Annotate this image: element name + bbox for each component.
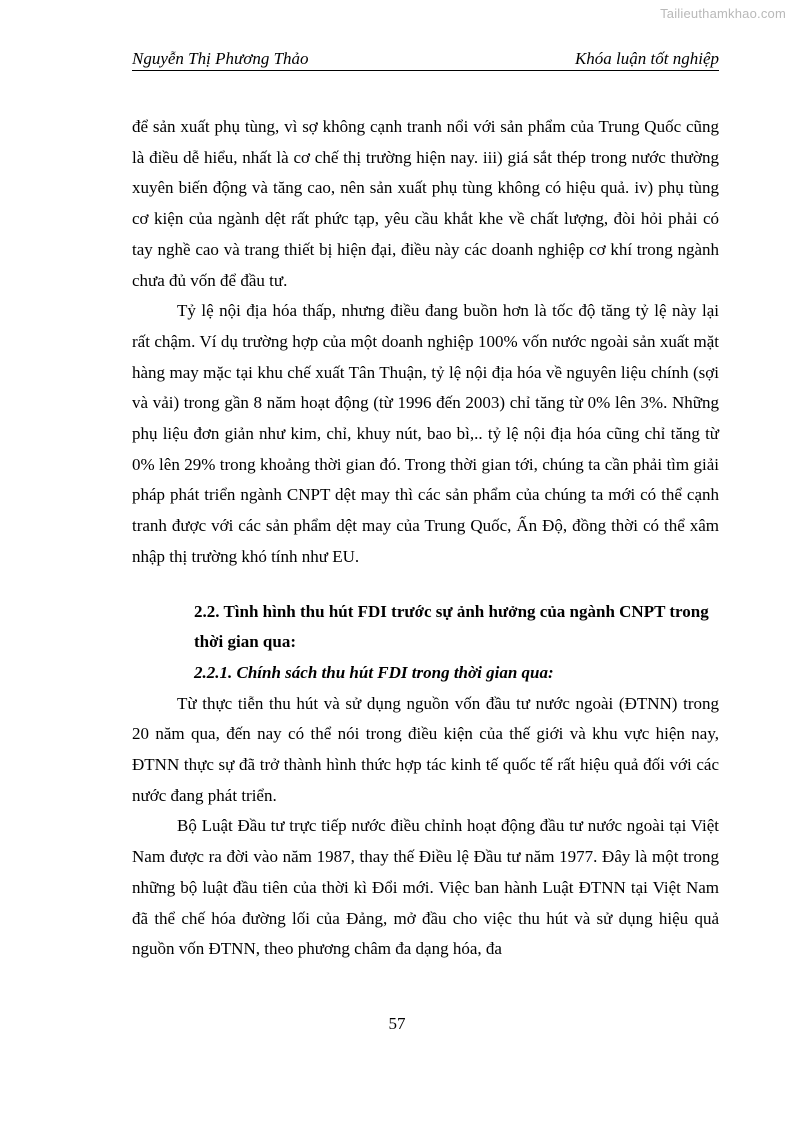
section-gap [132, 573, 719, 597]
section-heading: 2.2. Tình hình thu hút FDI trước sự ảnh hưởng của ngành CNPT trong thời gian qua: [194, 601, 709, 652]
page-header [132, 48, 719, 71]
watermark: Tailieuthamkhao.com [660, 6, 786, 21]
paragraph-continuation: để sản xuất phụ tùng, vì sợ không cạnh tranh nổi với sản phẩm của Trung Quốc cũng là điều dễ hiểu, nhất là cơ chế thị trường hiện nay. iii) giá sắt thép trong nước thường xuyên biến động và tăng cao, nên sản xuất phụ tùng không có hiệu quả. iv) phụ tùng cơ kiện của ngành dệt rất phức tạp, yêu cầu khắt khe về chất lượng, đòi hỏi phải có tay nghề cao và trang thiết bị hiện đại, điều này các doanh nghiệp cơ khí trong ngành chưa đủ vốn để đầu tư. [132, 117, 719, 290]
paragraph-investment-law: Bộ Luật Đầu tư trực tiếp nước điều chỉnh hoạt động đầu tư nước ngoài tại Việt Nam được ra đời vào năm 1987, thay thế Điều lệ Đầu tư năm 1977. Đây là một trong những bộ luật đầu tiên của thời kì Đổi mới. Việc ban hành Luật ĐTNN tại Việt Nam đã thể chế hóa đường lối của Đảng, mở đầu cho việc thu hút và sử dụng hiệu quả nguồn vốn ĐTNN, theo phương châm đa dạng hóa, đa [132, 816, 719, 959]
header-author: Nguyễn Thị Phương Thảo [132, 49, 309, 68]
subsection-heading: 2.2.1. Chính sách thu hút FDI trong thời gian qua: [194, 662, 554, 682]
header-document-type: Khóa luận tốt nghiệp [574, 49, 719, 68]
paragraph-localization-rate: Tỷ lệ nội địa hóa thấp, nhưng điều đang buồn hơn là tốc độ tăng tỷ lệ này lại rất chậm. Ví dụ trường hợp của một doanh nghiệp 100% vốn nước ngoài sản xuất mặt hàng may mặc tại khu chế xuất Tân Thuận, tỷ lệ nội địa hóa về nguyên liệu chính (sợi và vải) trong gần 8 năm hoạt động (từ 1996 đến 2003) chỉ tăng từ 0% lên 3%. Những phụ liệu đơn giản như kim, chỉ, khuy nút, bao bì,.. tỷ lệ nội địa hóa cũng chỉ tăng từ 0% lên 29% trong khoảng thời gian đó. Trong thời gian tới, chúng ta cần phải tìm giải pháp phát triển ngành CNPT dệt may thì các sản phẩm của chúng ta mới có thể cạnh tranh được với các sản phẩm dệt may của Trung Quốc, Ấn Độ, đồng thời có thể xâm nhập thị trường khó tính như EU. [132, 301, 719, 566]
paragraph-fdi-practice: Từ thực tiễn thu hút và sử dụng nguồn vốn đầu tư nước ngoài (ĐTNN) trong 20 năm qua, đến nay có thể nói trong điều kiện của thế giới và khu vực hiện nay, ĐTNN thực sự đã trở thành hình thức hợp tác kinh tế quốc tế rất hiệu quả đối với các nước đang phát triển. [132, 693, 719, 805]
page-body [132, 112, 719, 965]
page-number: 57 [388, 1014, 406, 1033]
